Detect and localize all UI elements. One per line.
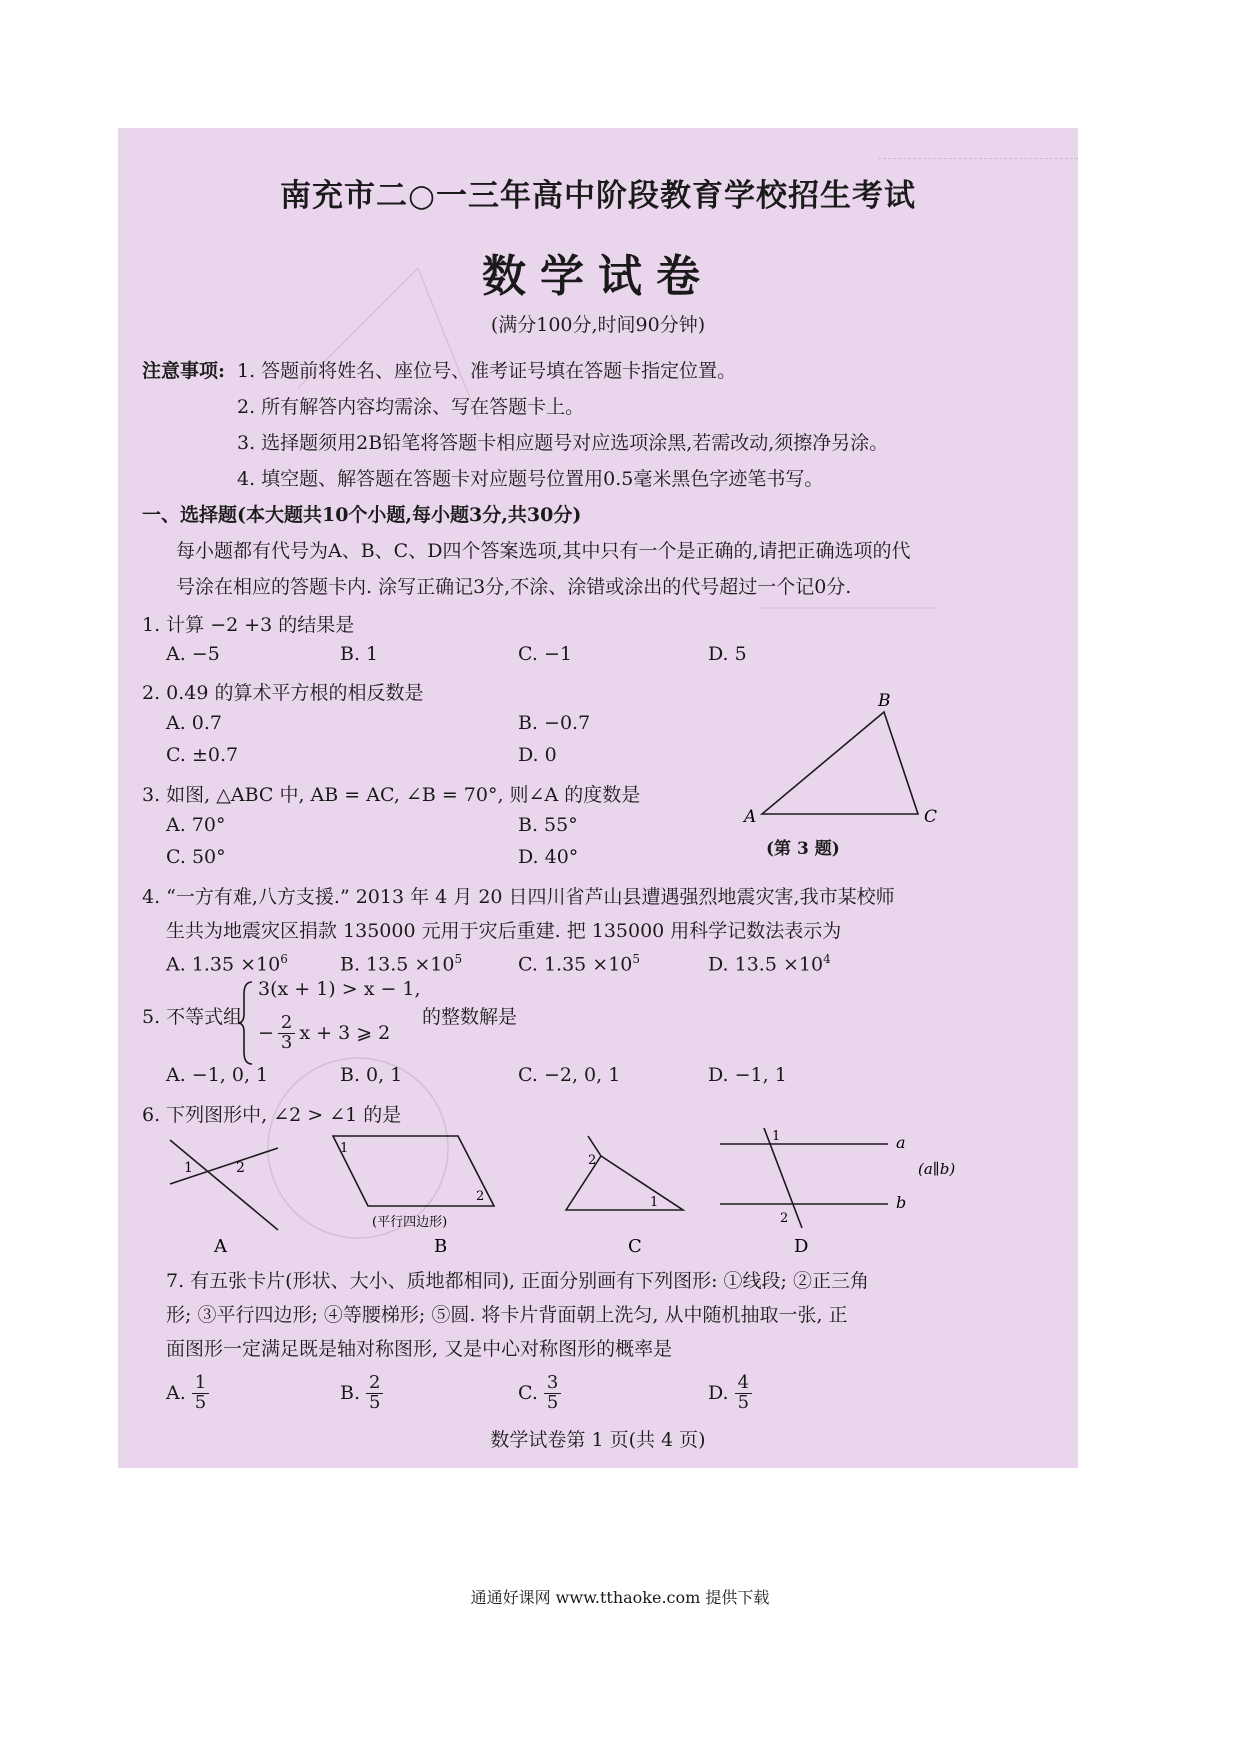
q6-figures [158, 1128, 1058, 1258]
q3-triangle-figure [738, 688, 978, 838]
q5-brace [238, 980, 256, 1066]
svg-text:2: 2 [476, 1189, 485, 1204]
q6-figure-c [566, 1136, 683, 1257]
notes-label: 注意事项: [142, 360, 226, 382]
q5-option-c: C. −2, 0, 1 [518, 1064, 621, 1086]
q7-line-3: 面图形一定满足既是轴对称图形, 又是中心对称图形的概率是 [166, 1338, 673, 1360]
q5-prefix: 5. 不等式组 [142, 1006, 243, 1028]
q5-inequality-2: − $\frac{2}{3}$ x + 3 ⩾ 2 [258, 1012, 391, 1053]
q2-option-a: A. 0.7 [166, 712, 223, 734]
q3-option-a: A. 70° [166, 814, 226, 836]
note-item-3: 3. 选择题须用2B铅笔将答题卡相应题号对应选项涂黑,若需改动,须擦净另涂。 [237, 432, 889, 454]
q4-option-c: C. $1.35 \times 10^5$ [518, 952, 641, 976]
q6-figure-b-caption: (平行四边形) [372, 1215, 448, 1230]
q6-figure-a [170, 1140, 278, 1257]
svg-text:1: 1 [772, 1129, 781, 1144]
exam-info: (满分100分,时间90分钟) [490, 314, 706, 336]
q7-option-a: A. $\frac{1}{5}$ [166, 1374, 209, 1413]
q1-option-d: D. 5 [708, 643, 747, 665]
svg-text:1: 1 [650, 1195, 659, 1210]
q4-option-b: B. $13.5 \times 10^5$ [340, 952, 463, 976]
q6-figure-c-label: C [628, 1236, 642, 1257]
q5-option-d: D. −1, 1 [708, 1064, 787, 1086]
note-item-1: 1. 答题前将姓名、座位号、准考证号填在答题卡指定位置。 [237, 360, 737, 382]
svg-text:1: 1 [184, 1160, 193, 1176]
q3-option-d: D. 40° [518, 846, 579, 868]
q5-inequality-1: 3(x + 1) > x − 1, [258, 978, 421, 1000]
q5-suffix: 的整数解是 [422, 1006, 518, 1028]
exam-title: 南充市二○一三年高中阶段教育学校招生考试 [279, 178, 917, 214]
q3-figure-caption: (第 3 题) [766, 839, 840, 859]
q6-stem: 6. 下列图形中, ∠2 > ∠1 的是 [142, 1104, 402, 1126]
q4-line-2: 生共为地震灾区捐款 135000 元用于灾后重建. 把 135000 用科学记数法表示为 [166, 920, 842, 942]
q3-option-b: B. 55° [518, 814, 578, 836]
line-b-label: b [896, 1193, 907, 1212]
q1-option-b: B. 1 [340, 643, 379, 665]
q3-stem: 3. 如图, △ABC 中, AB = AC, ∠B = 70°, 则∠A 的度数是 [142, 784, 641, 806]
q3-option-c: C. 50° [166, 846, 226, 868]
q7-option-b: B. $\frac{2}{5}$ [340, 1374, 383, 1413]
q7-line-1: 7. 有五张卡片(形状、大小、质地都相同), 正面分别画有下列图形: ①线段; ②正三角 [166, 1270, 869, 1292]
note-item-4: 4. 填空题、解答题在答题卡对应题号位置用0.5毫米黑色字迹笔书写。 [237, 468, 824, 490]
exam-sheet [118, 128, 1078, 1468]
q7-option-c: C. $\frac{3}{5}$ [518, 1374, 561, 1413]
q2-option-b: B. −0.7 [518, 712, 591, 734]
q1-option-a: A. −5 [166, 643, 220, 665]
q7-option-d: D. $\frac{4}{5}$ [708, 1374, 752, 1413]
triangle-abc [762, 712, 918, 814]
q4-line-1: 4. “一方有难,八方支援.” 2013 年 4 月 20 日四川省芦山县遭遇强烈地震灾害,我市某校师 [142, 886, 895, 908]
q6-figure-b-label: B [434, 1236, 448, 1257]
vertex-c-label: C [924, 807, 938, 827]
q6-figure-d-label: D [794, 1236, 809, 1257]
q6-figure-b [333, 1136, 494, 1257]
q2-option-d: D. 0 [518, 744, 557, 766]
parallel-note: (a∥b) [918, 1160, 956, 1178]
q7-line-2: 形; ③平行四边形; ④等腰梯形; ⑤圆. 将卡片背面朝上洗匀, 从中随机抽取一张, 正 [166, 1304, 848, 1326]
note-item-2: 2. 所有解答内容均需涂、写在答题卡上。 [237, 396, 585, 418]
svg-text:1: 1 [340, 1141, 349, 1156]
section-intro-line-2: 号涂在相应的答题卡内. 涂写正确记3分,不涂、涂错或涂出的代号超过一个记0分. [176, 576, 852, 598]
line-a-label: a [896, 1133, 906, 1152]
svg-text:2: 2 [588, 1153, 597, 1168]
q1-stem: 1. 计算 −2 +3 的结果是 [142, 614, 355, 636]
vertex-a-label: A [744, 807, 757, 827]
page-footer: 数学试卷第 1 页(共 4 页) [490, 1429, 706, 1451]
svg-text:2: 2 [236, 1160, 245, 1176]
svg-text:2: 2 [780, 1211, 789, 1226]
section-intro-line-1: 每小题都有代号为A、B、C、D四个答案选项,其中只有一个是正确的,请把正确选项的代 [176, 540, 911, 562]
q4-option-a: A. $1.35 \times 10^6$ [166, 952, 288, 976]
section-heading: 一、选择题(本大题共10个小题,每小题3分,共30分) [142, 504, 582, 526]
q5-option-b: B. 0, 1 [340, 1064, 403, 1086]
q6-figure-d [720, 1128, 955, 1257]
paper-subtitle: 数学试卷 [482, 251, 714, 302]
q1-option-c: C. −1 [518, 643, 572, 665]
vertex-b-label: B [878, 691, 891, 711]
q5-option-a: A. −1, 0, 1 [166, 1064, 269, 1086]
q2-stem: 2. 0.49 的算术平方根的相反数是 [142, 682, 424, 704]
q4-option-d: D. $13.5 \times 10^4$ [708, 952, 831, 976]
q2-option-c: C. ±0.7 [166, 744, 239, 766]
q6-figure-a-label: A [214, 1236, 227, 1257]
download-watermark: 通通好课网 www.tthaoke.com 提供下载 [470, 1588, 770, 1607]
